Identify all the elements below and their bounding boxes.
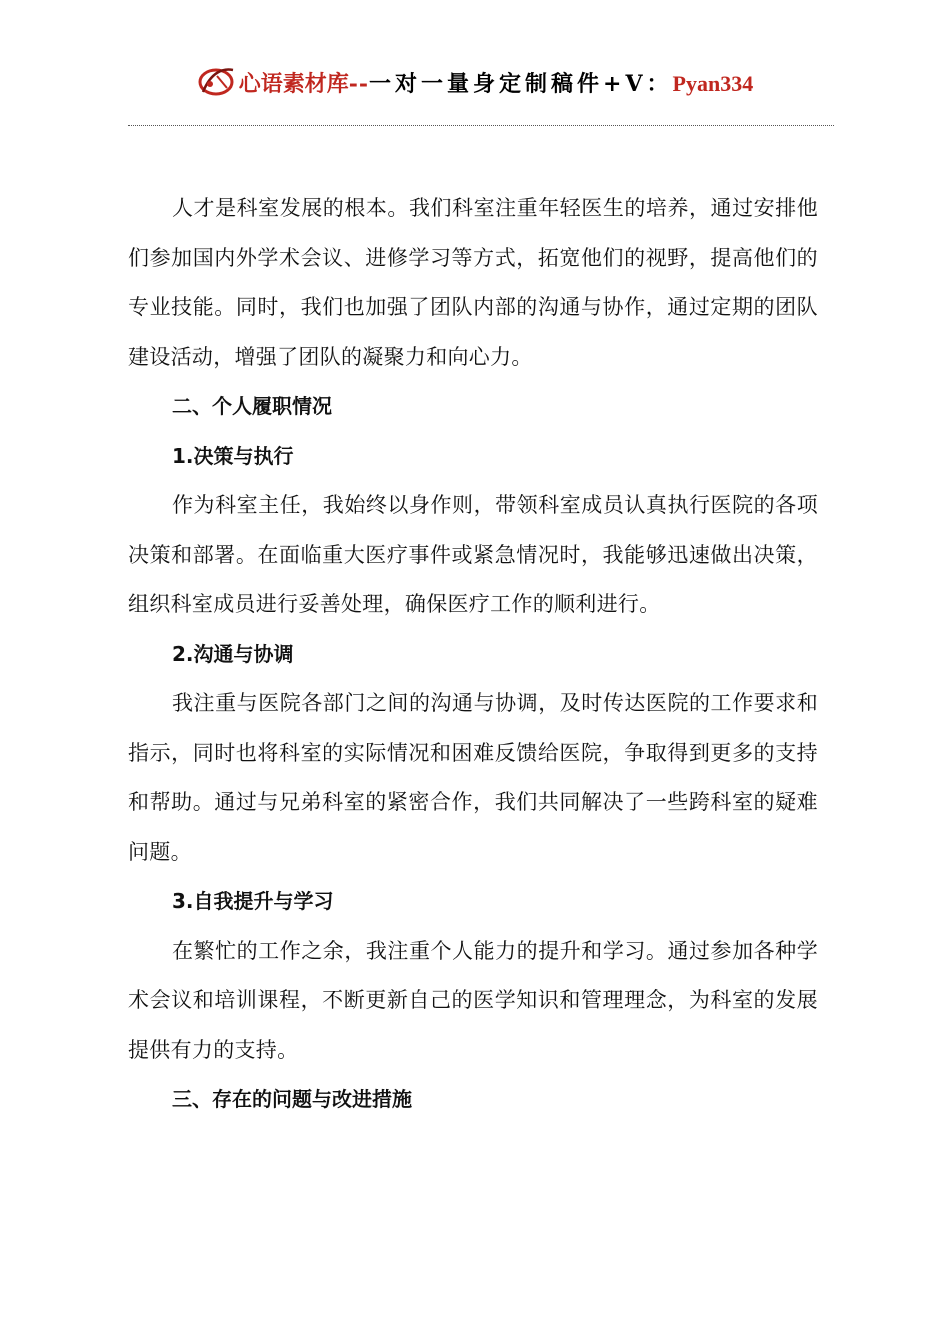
section-heading-duty: 二、个人履职情况: [172, 394, 332, 418]
subheading-communication: 2.沟通与协调: [172, 641, 294, 666]
document-body: [128, 184, 818, 1125]
paragraph-self-improvement: 在繁忙的工作之余，我注重个人能力的提升和学习。通过参加各种学术会议和培训课程，不断更新自己的医学知识和管理理念，为科室的发展提供有力的支持。: [128, 938, 818, 1062]
header-contact: Pyan334: [672, 70, 754, 96]
section-heading-problems: 三、存在的问题与改进措施: [172, 1087, 412, 1111]
header-separator: --: [348, 70, 370, 97]
header-slogan: 一对一量身定制稿件+V：: [369, 70, 673, 97]
paragraph-decision: 作为科室主任，我始终以身作则，带领科室成员认真执行医院的各项决策和部署。在面临重大医疗事件或紧急情况时，我能够迅速做出决策，组织科室成员进行妥善处理，确保医疗工作的顺利进行。: [128, 493, 818, 616]
subheading-self-improvement: 3.自我提升与学习: [172, 889, 334, 913]
brand-logo-icon: [197, 62, 237, 102]
page-header: [0, 58, 950, 106]
subheading-decision: 1.决策与执行: [172, 443, 294, 468]
brand-name: 心语素材库: [238, 70, 349, 97]
paragraph-communication: 我注重与医院各部门之间的沟通与协调，及时传达医院的工作要求和指示，同时也将科室的实际情况和困难反馈给医院，争取得到更多的支持和帮助。通过与兄弟科室的紧密合作，我们共同解决了一些跨科室的疑难问题。: [128, 691, 818, 864]
header-divider: [128, 125, 834, 126]
paragraph-talent: 人才是科室发展的根本。我们科室注重年轻医生的培养，通过安排他们参加国内外学术会议、进修学习等方式，拓宽他们的视野，提高他们的专业技能。同时，我们也加强了团队内部的沟通与协作，通过定期的团队建设活动，增强了团队的凝聚力和向心力。: [128, 196, 818, 369]
